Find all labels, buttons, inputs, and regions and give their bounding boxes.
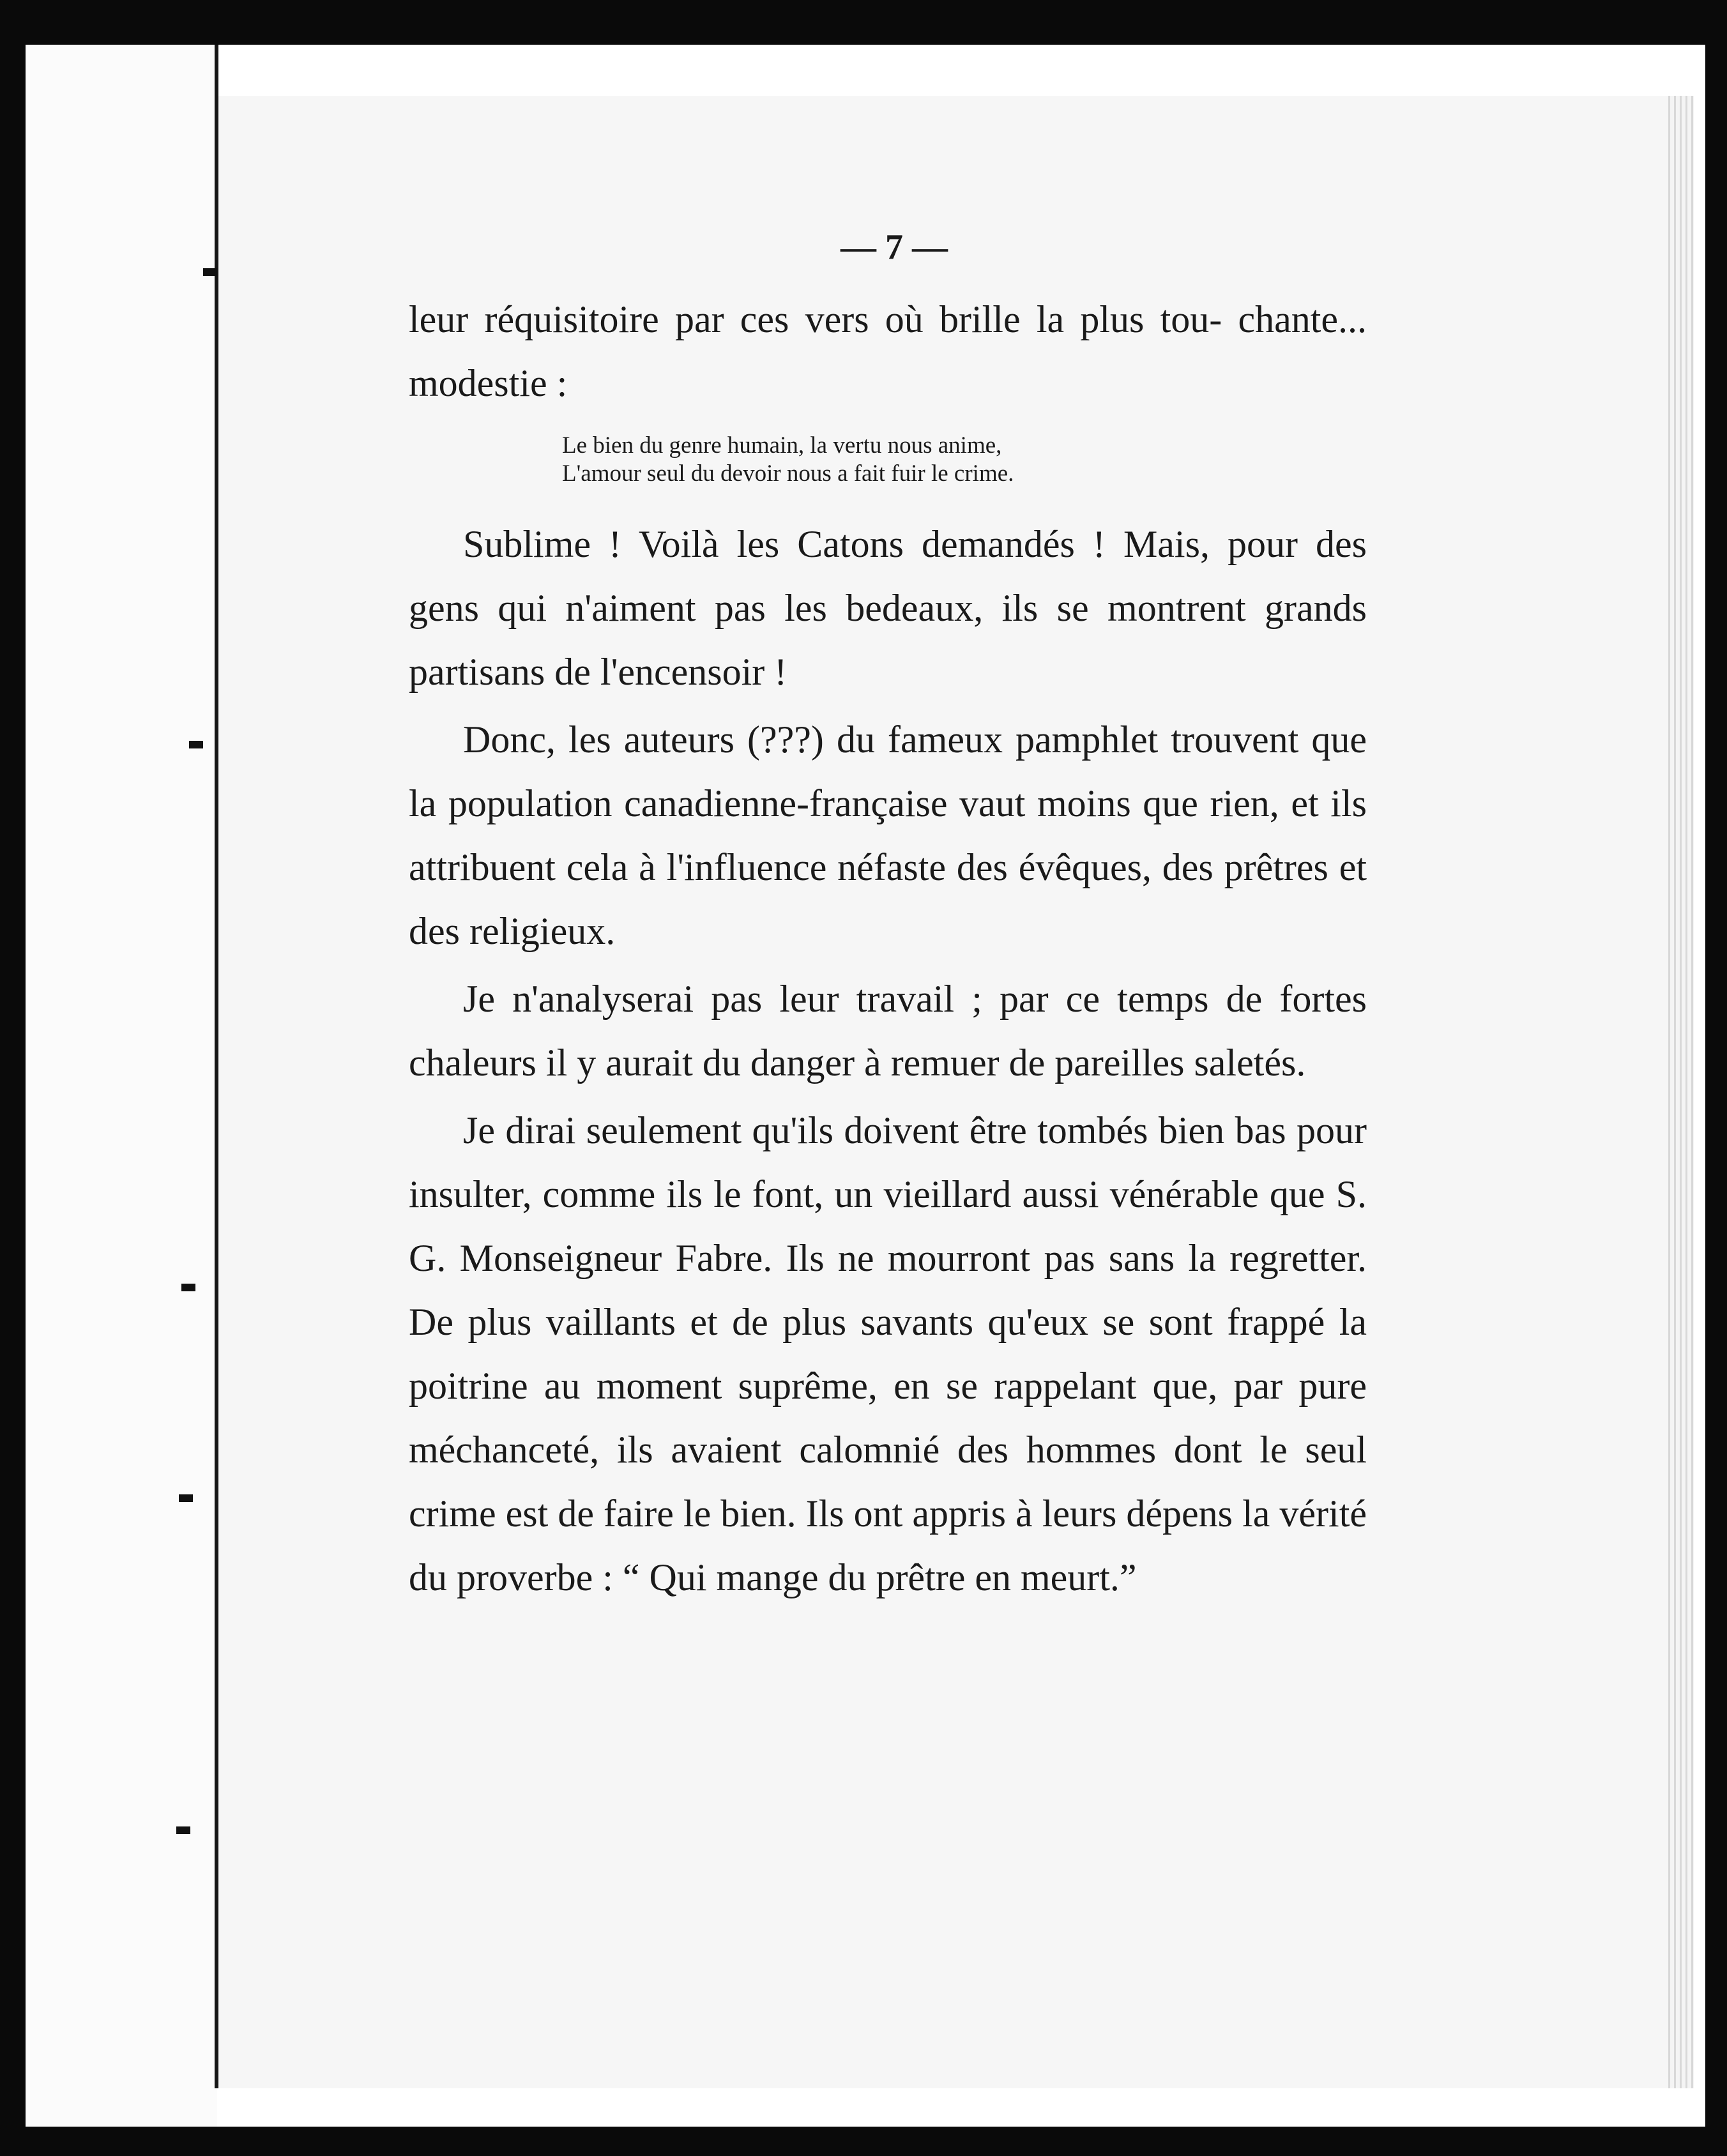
opening-line-1: leur réquisitoire par ces vers où brille la plus tou- — [409, 298, 1222, 340]
page-number: — 7 — — [841, 227, 948, 267]
verse-quote — [562, 432, 1367, 488]
page-stack-edge — [1668, 96, 1694, 2088]
scan-border-bottom — [0, 2127, 1727, 2156]
scan-border-left — [0, 0, 26, 2156]
paragraph-2: Donc, les auteurs (???) du fameux pamphlet trouvent que la population canadienne-française vaut moins que rien, et ils attribuent cela à l'influence néfaste des évêques, des prêtres et des religieux. — [409, 718, 1367, 952]
opening-text — [409, 287, 1367, 415]
binding-stitch — [179, 1494, 193, 1502]
verse-line-1: Le bien du genre humain, la vertu nous anime, — [562, 432, 1002, 459]
page-body — [409, 287, 1367, 1609]
scan-border-top — [0, 0, 1727, 45]
binding-stitch — [189, 741, 203, 748]
scan-border-right — [1705, 0, 1727, 2156]
binding-stitch — [181, 1284, 195, 1291]
paragraph-4: Je dirai seulement qu'ils doivent être tombés bien bas pour insulter, comme ils le font, un vieillard aussi vénérable que S. G. Monseigneur Fabre. Ils ne mourront pas sans la regretter. De plus vaillants et de plus savants qu'eux se sont frappé la poitrine au moment suprême, en se rappelant que, par pure méchanceté, ils avaient calomnié des hommes dont le seul crime est de faire le bien. Ils ont appris à leurs dépens la vérité du proverbe : “ Qui mange du prêtre en meurt.” — [409, 1109, 1367, 1598]
opening-line-2: chante... modestie : — [409, 298, 1367, 404]
previous-page-sliver — [26, 45, 217, 2127]
paragraph-3: Je n'analyserai pas leur travail ; par ce temps de fortes chaleurs il y aurait du danger à remuer de pareilles saletés. — [409, 978, 1367, 1084]
verse-line-2: L'amour seul du devoir nous a fait fuir le crime. — [562, 460, 1014, 487]
binding-stitch — [176, 1826, 190, 1834]
binding-stitch — [203, 268, 217, 276]
paragraph-1: Sublime ! Voilà les Catons demandés ! Mais, pour des gens qui n'aiment pas les bedeaux, ils se montrent grands partisans de l'encensoir ! — [409, 523, 1367, 693]
